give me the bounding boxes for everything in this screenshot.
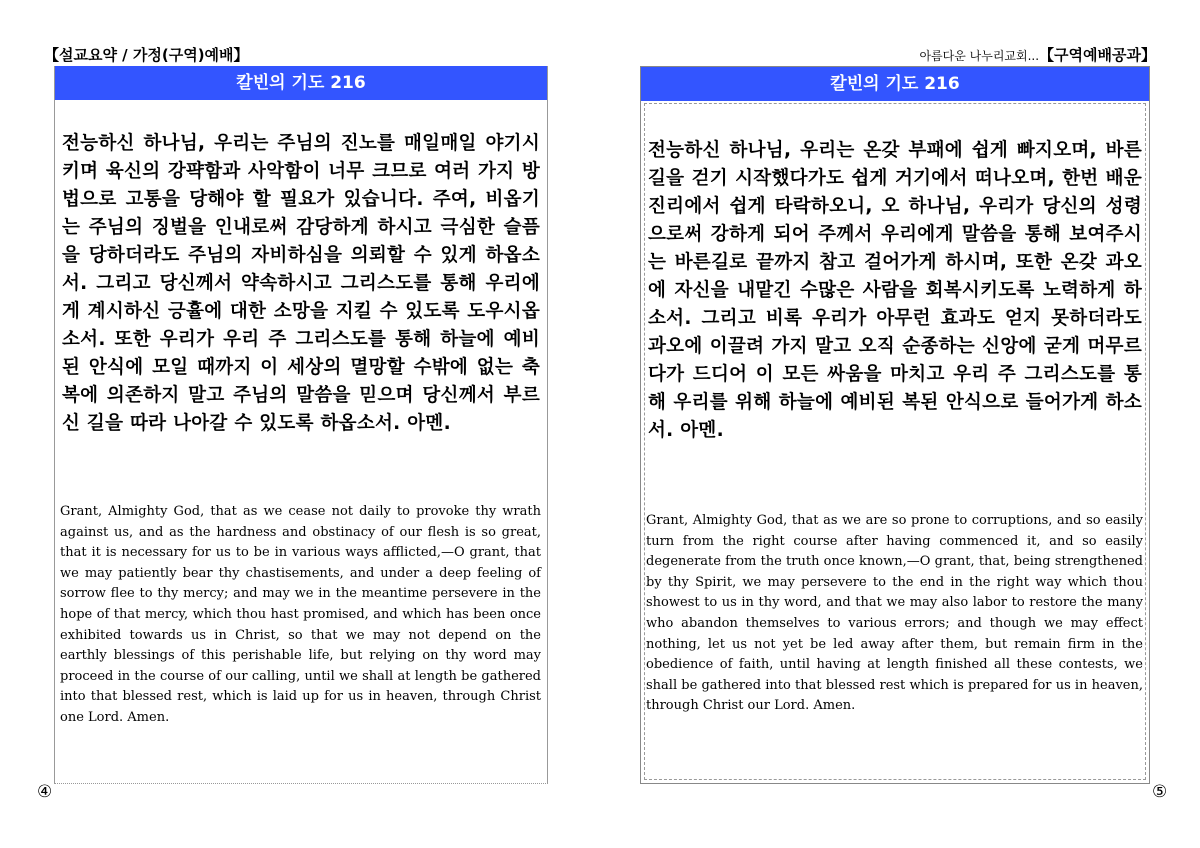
right-page bbox=[640, 66, 1150, 784]
church-name: 아름다운 나누리교회... bbox=[919, 49, 1040, 63]
right-page-number: ⑤ bbox=[1152, 782, 1168, 802]
left-page-number: ④ bbox=[37, 782, 53, 802]
right-english-prayer: Grant, Almighty God, that as we are so prone to corruptions, and so easily turn from the right course after having commenced it, and so easily degenerate from the truth once known,—O grant, that, being strengthened by thy Spirit, we may persevere to the end in the right way which thou showest to us in thy word, and that we may also labor to restore the many who abandon themselves to various errors; and though we may effect nothing, let us not yet be led away after them, but remain firm in the obedience of faith, until having at length finished all these contests, we shall be gathered into that blessed rest which is prepared for us in heaven, through Christ our Lord. Amen. bbox=[646, 513, 1143, 714]
right-korean-prayer: 전능하신 하나님, 우리는 온갖 부패에 쉽게 빠지오며, 바른길을 걷기 시작했다가도 쉽게 거기에서 떠나오며, 한번 배운 진리에서 쉽게 타락하오니, 오 하나님, 우리가 당신의 성령으로써 강하게 되어 주께서 우리에게 말씀을 통해 보여주시는 바른길로 끝까지 참고 걸어가게 하시며, 또한 온갖 과오에 자신을 내맡긴 수많은 사람을 회복시키도록 노력하게 하소서. 그리고 비록 우리가 아무런 효과도 얻지 못하더라도 과오에 이끌려 가지 말고 오직 순종하는 신앙에 굳게 머무르다가 드디어 이 모든 싸움을 마치고 우리 주 그리스도를 통해 우리를 위해 하늘에 예비된 복된 안식으로 들어가게 하소서. 아멘. bbox=[648, 140, 1142, 441]
left-page bbox=[54, 66, 548, 784]
header-left-title: 【설교요약 / 가정(구역)예배】 bbox=[44, 46, 249, 64]
header-right-title bbox=[919, 44, 1156, 65]
left-korean-prayer: 전능하신 하나님, 우리는 주님의 진노를 매일매일 야기시키며 육신의 강퍅함과 사악함이 너무 크므로 여러 가지 방법으로 고통을 당해야 할 필요가 있습니다. 주여, 비옵기는 주님의 징벌을 인내로써 감당하게 하시고 극심한 슬픔을 당하더라도 주님의 자비하심을 의뢰할 수 있게 하옵소서. 그리고 당신께서 약속하시고 그리스도를 통해 우리에게 계시하신 긍휼에 대한 소망을 지킬 수 있도록 도우시옵소서. 또한 우리가 우리 주 그리스도를 통해 하늘에 예비된 안식에 모일 때까지 이 세상의 멸망할 수밖에 없는 축복에 의존하지 말고 주님의 말씀을 믿으며 당신께서 부르신 길을 따라 나아갈 수 있도록 하옵소서. 아멘. bbox=[62, 133, 540, 434]
right-page-title: 칼빈의 기도 216 bbox=[641, 67, 1149, 101]
left-page-title: 칼빈의 기도 216 bbox=[55, 66, 547, 100]
left-english-prayer: Grant, Almighty God, that as we cease not daily to provoke thy wrath against us, and as the hardness and obstinacy of our flesh is so great, that it is necessary for us to be in various ways afflicted,—O grant, that we may patiently bear thy chastisements, and under a deep feeling of sorrow flee to thy mercy; and may we in the meantime persevere in the hope of that mercy, which thou hast promised, and which has been once exhibited towards us in Christ, so that we may not depend on the earthly blessings of this perishable life, but relying on thy word may proceed in the course of our calling, until we shall at length be gathered into that blessed rest, which is laid up for us in heaven, through Christ one Lord. Amen. bbox=[60, 504, 541, 725]
section-name: 【구역예배공과】 bbox=[1039, 46, 1156, 64]
